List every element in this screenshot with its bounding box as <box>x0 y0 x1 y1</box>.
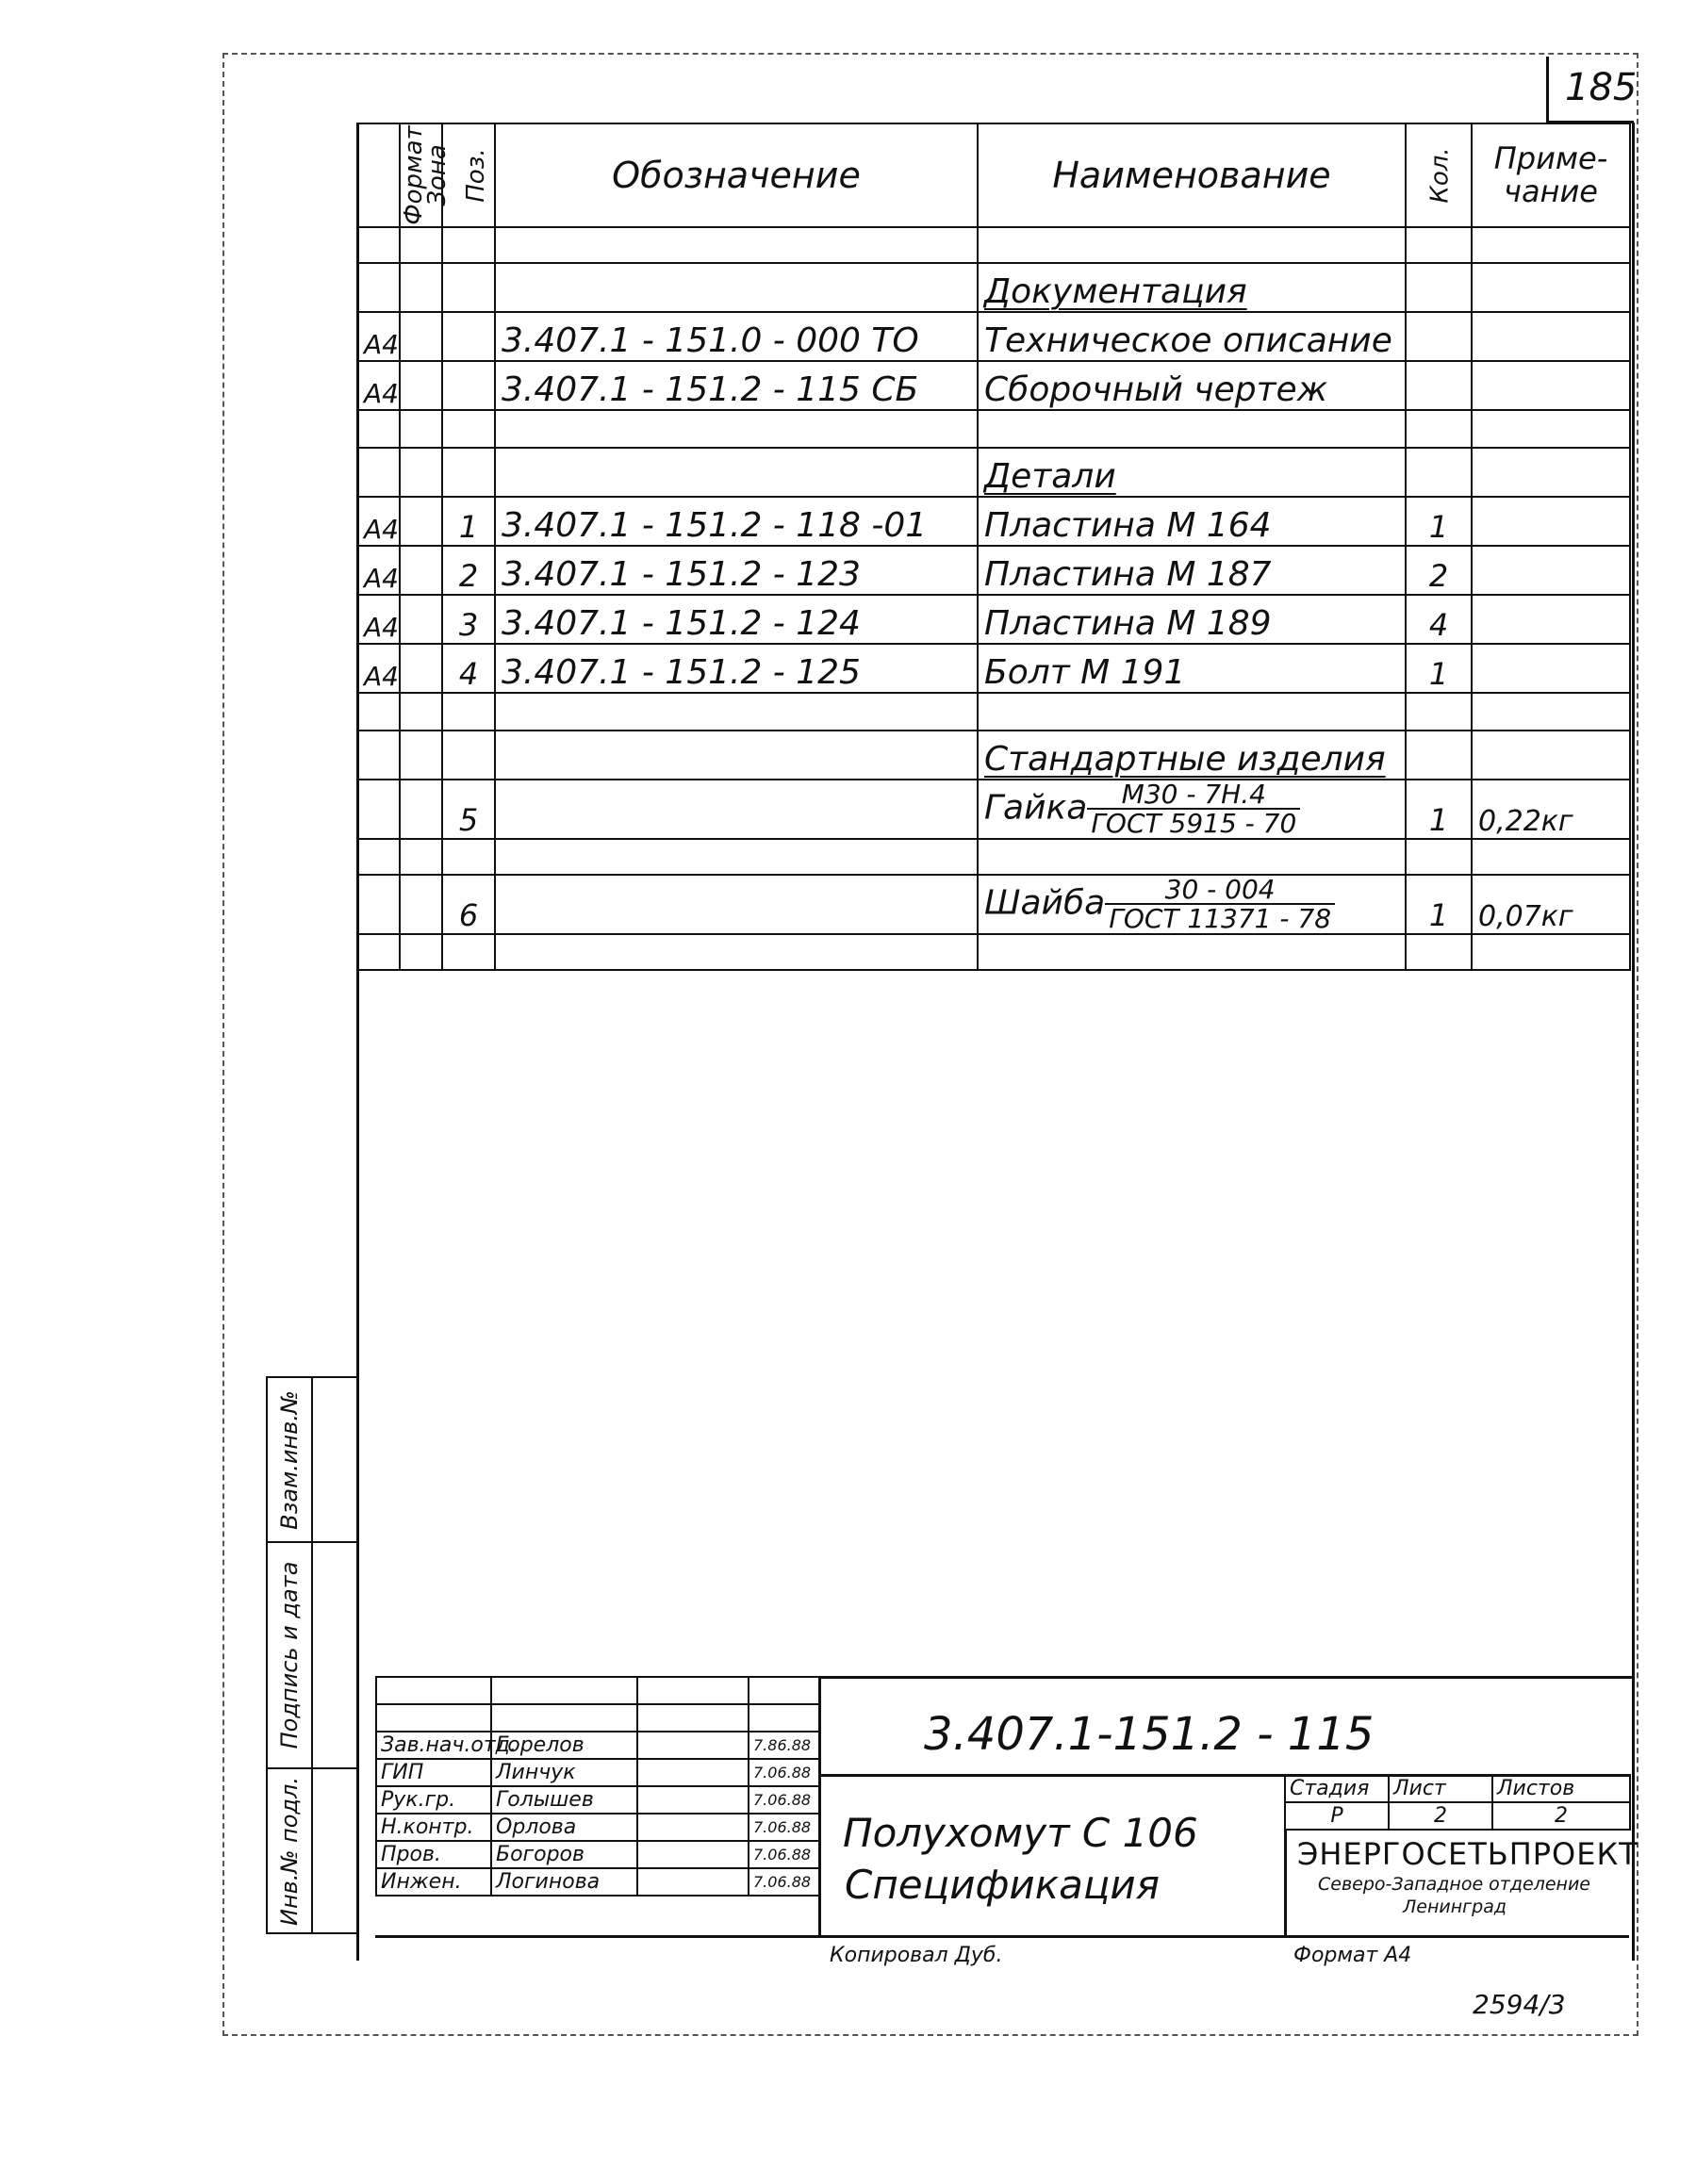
row-format: А4 <box>357 644 400 693</box>
row-name-prefix: Гайка <box>984 788 1088 828</box>
spec-row <box>357 875 1630 934</box>
vzam-inv-value-cell <box>312 1377 357 1542</box>
signer-date: 7.06.88 <box>749 1868 819 1896</box>
org-branch: Северо-Западное отделение <box>1318 1874 1590 1895</box>
row-pos: 5 <box>442 780 495 839</box>
spec-row <box>357 497 1630 546</box>
row-pos <box>442 312 495 361</box>
row-pos <box>442 448 495 497</box>
row-designation: 3.407.1 - 151.0 - 000 ТО <box>495 312 978 361</box>
signer-role: Рук.гр. <box>376 1786 491 1814</box>
row-pos <box>442 410 495 448</box>
row-format: А4 <box>357 595 400 644</box>
spec-row <box>357 312 1630 361</box>
row-designation: 3.407.1 - 151.2 - 125 <box>495 644 978 693</box>
header-format: Формат <box>357 123 400 227</box>
row-format <box>357 263 400 312</box>
row-note <box>1472 497 1630 546</box>
row-name: Пластина М 189 <box>978 595 1406 644</box>
signer-date: 7.06.88 <box>749 1841 819 1868</box>
signer-name: Горелов <box>491 1732 637 1759</box>
row-name: Детали <box>978 448 1406 497</box>
row-qty <box>1406 731 1472 780</box>
signer-date: 7.86.88 <box>749 1732 819 1759</box>
row-zone <box>400 934 442 970</box>
spec-row <box>357 934 1630 970</box>
row-qty <box>1406 448 1472 497</box>
row-designation <box>495 934 978 970</box>
row-name-denominator: ГОСТ 5915 - 70 <box>1091 808 1297 840</box>
vzam-inv-label: Взам.инв.№ <box>276 1389 303 1530</box>
row-pos: 6 <box>442 875 495 934</box>
signers-table <box>375 1676 820 1897</box>
row-zone <box>400 448 442 497</box>
signer-signature <box>637 1759 749 1786</box>
row-note <box>1472 839 1630 875</box>
row-qty: 4 <box>1406 595 1472 644</box>
document-code: 3.407.1-151.2 - 115 <box>924 1708 1375 1761</box>
row-designation <box>495 780 978 839</box>
podpis-data-value-cell <box>312 1542 357 1768</box>
spec-row <box>357 546 1630 595</box>
format-label: Формат А4 <box>1293 1944 1412 1967</box>
row-name <box>978 227 1406 263</box>
spec-row <box>357 263 1630 312</box>
inv-podl-label: Инв.№ подл. <box>276 1776 303 1926</box>
row-designation: 3.407.1 - 151.2 - 123 <box>495 546 978 595</box>
row-zone <box>400 595 442 644</box>
signer-role: Инжен. <box>376 1868 491 1896</box>
spec-row <box>357 780 1630 839</box>
row-note <box>1472 731 1630 780</box>
inv-podl-label-cell <box>267 1768 312 1933</box>
signer-name: Орлова <box>491 1814 637 1841</box>
row-qty <box>1406 934 1472 970</box>
signer-name: Богоров <box>491 1841 637 1868</box>
org-name: ЭНЕРГОСЕТЬПРОЕКТ <box>1297 1836 1638 1872</box>
row-zone <box>400 546 442 595</box>
header-qty: Кол. <box>1406 123 1472 227</box>
sheets-value: 2 <box>1492 1802 1630 1830</box>
signer-row <box>376 1732 819 1759</box>
row-pos <box>442 934 495 970</box>
row-name <box>978 839 1406 875</box>
row-qty: 1 <box>1406 780 1472 839</box>
spec-row <box>357 595 1630 644</box>
row-format <box>357 875 400 934</box>
sheet-value: 2 <box>1389 1802 1492 1830</box>
row-name-denominator: ГОСТ 11371 - 78 <box>1109 903 1332 935</box>
row-name-fraction <box>1087 780 1300 838</box>
header-row <box>357 123 1630 227</box>
signer-row <box>376 1759 819 1786</box>
spec-row <box>357 361 1630 410</box>
document-subtitle: Спецификация <box>845 1862 1160 1908</box>
row-format <box>357 448 400 497</box>
row-pos <box>442 731 495 780</box>
row-designation: 3.407.1 - 151.2 - 118 -01 <box>495 497 978 546</box>
signer-role: Зав.нач.отд. <box>376 1732 491 1759</box>
row-zone <box>400 497 442 546</box>
org-city: Ленинград <box>1403 1897 1507 1917</box>
signer-name: Голышев <box>491 1786 637 1814</box>
spec-row <box>357 644 1630 693</box>
row-note <box>1472 361 1630 410</box>
row-format <box>357 839 400 875</box>
signer-name: Линчук <box>491 1759 637 1786</box>
specification-table <box>356 123 1631 971</box>
row-zone <box>400 875 442 934</box>
signer-row <box>376 1841 819 1868</box>
row-format <box>357 934 400 970</box>
row-zone <box>400 693 442 731</box>
copied-by: Копировал Дуб. <box>830 1944 1003 1967</box>
row-zone <box>400 780 442 839</box>
row-format: А4 <box>357 497 400 546</box>
row-zone <box>400 227 442 263</box>
inv-podl-value-cell <box>312 1768 357 1933</box>
row-qty <box>1406 227 1472 263</box>
header-name: Наименование <box>978 123 1406 227</box>
row-qty <box>1406 410 1472 448</box>
row-pos <box>442 263 495 312</box>
row-name: Сборочный чертеж <box>978 361 1406 410</box>
row-qty: 1 <box>1406 644 1472 693</box>
signer-date: 7.06.88 <box>749 1814 819 1841</box>
signer-role: Н.контр. <box>376 1814 491 1841</box>
spec-row <box>357 227 1630 263</box>
stage-value: Р <box>1285 1802 1389 1830</box>
signer-date: 7.06.88 <box>749 1786 819 1814</box>
row-name <box>978 780 1406 839</box>
row-designation <box>495 731 978 780</box>
row-zone <box>400 644 442 693</box>
row-note <box>1472 546 1630 595</box>
document-title: Полухомут С 106 <box>843 1810 1198 1856</box>
signer-role: Пров. <box>376 1841 491 1868</box>
row-note <box>1472 312 1630 361</box>
row-designation <box>495 410 978 448</box>
row-format <box>357 227 400 263</box>
sheets-label: Листов <box>1492 1775 1630 1802</box>
signer-role: ГИП <box>376 1759 491 1786</box>
row-qty <box>1406 361 1472 410</box>
sheet-label: Лист <box>1389 1775 1492 1802</box>
row-qty <box>1406 839 1472 875</box>
signer-signature <box>637 1814 749 1841</box>
row-format <box>357 731 400 780</box>
spec-row <box>357 693 1630 731</box>
signer-signature <box>637 1786 749 1814</box>
row-format <box>357 780 400 839</box>
spec-row <box>357 839 1630 875</box>
row-designation <box>495 875 978 934</box>
row-qty <box>1406 693 1472 731</box>
header-zone: Зона <box>400 123 442 227</box>
row-format: А4 <box>357 361 400 410</box>
row-note <box>1472 595 1630 644</box>
row-note <box>1472 263 1630 312</box>
row-note <box>1472 227 1630 263</box>
row-zone <box>400 839 442 875</box>
signer-row <box>376 1868 819 1896</box>
row-pos: 1 <box>442 497 495 546</box>
row-designation <box>495 448 978 497</box>
vzam-inv-label-cell <box>267 1377 312 1542</box>
row-qty: 1 <box>1406 497 1472 546</box>
row-note <box>1472 693 1630 731</box>
row-qty: 1 <box>1406 875 1472 934</box>
row-qty <box>1406 263 1472 312</box>
row-format: А4 <box>357 312 400 361</box>
signer-row <box>376 1786 819 1814</box>
spec-row <box>357 410 1630 448</box>
row-zone <box>400 410 442 448</box>
bottom-line <box>375 1935 1629 1938</box>
row-format <box>357 693 400 731</box>
row-name-prefix: Шайба <box>984 883 1106 923</box>
row-note: 0,07кг <box>1472 875 1630 934</box>
row-note <box>1472 644 1630 693</box>
row-zone <box>400 263 442 312</box>
row-name-numerator: 30 - 004 <box>1105 876 1335 905</box>
row-format: А4 <box>357 546 400 595</box>
side-stamp <box>266 1376 358 1934</box>
row-designation <box>495 227 978 263</box>
archive-number: 2594/3 <box>1473 1989 1566 2020</box>
row-pos: 4 <box>442 644 495 693</box>
row-note <box>1472 410 1630 448</box>
row-designation: 3.407.1 - 151.2 - 115 СБ <box>495 361 978 410</box>
row-pos <box>442 361 495 410</box>
header-pos: Поз. <box>442 123 495 227</box>
row-designation <box>495 263 978 312</box>
row-pos: 3 <box>442 595 495 644</box>
row-name: Техническое описание <box>978 312 1406 361</box>
signer-row <box>376 1814 819 1841</box>
row-name-fraction <box>1105 873 1335 935</box>
row-designation <box>495 839 978 875</box>
row-name <box>978 934 1406 970</box>
row-name-numerator: М30 - 7Н.4 <box>1087 780 1300 810</box>
row-designation <box>495 693 978 731</box>
row-pos <box>442 227 495 263</box>
spec-row <box>357 731 1630 780</box>
row-name <box>978 693 1406 731</box>
signer-signature <box>637 1868 749 1896</box>
row-zone <box>400 361 442 410</box>
signer-signature <box>637 1732 749 1759</box>
row-format <box>357 410 400 448</box>
podpis-data-label-cell <box>267 1542 312 1768</box>
signer-date: 7.06.88 <box>749 1759 819 1786</box>
spec-row <box>357 448 1630 497</box>
row-pos: 2 <box>442 546 495 595</box>
row-qty <box>1406 312 1472 361</box>
row-designation: 3.407.1 - 151.2 - 124 <box>495 595 978 644</box>
row-name: Документация <box>978 263 1406 312</box>
podpis-data-label: Подпись и дата <box>276 1561 303 1749</box>
signer-signature <box>637 1841 749 1868</box>
signer-name: Логинова <box>491 1868 637 1896</box>
corner-sheet-number: 185 <box>1565 66 1638 109</box>
row-pos <box>442 839 495 875</box>
row-zone <box>400 731 442 780</box>
header-note: Приме- чание <box>1472 123 1630 227</box>
row-name: Болт М 191 <box>978 644 1406 693</box>
row-name: Стандартные изделия <box>978 731 1406 780</box>
row-pos <box>442 693 495 731</box>
header-designation: Обозначение <box>495 123 978 227</box>
row-name <box>978 875 1406 934</box>
row-note: 0,22кг <box>1472 780 1630 839</box>
row-qty: 2 <box>1406 546 1472 595</box>
row-note <box>1472 934 1630 970</box>
row-name <box>978 410 1406 448</box>
row-name: Пластина М 164 <box>978 497 1406 546</box>
stage-label: Стадия <box>1285 1775 1389 1802</box>
row-zone <box>400 312 442 361</box>
row-name: Пластина М 187 <box>978 546 1406 595</box>
stage-table <box>1284 1774 1631 1831</box>
row-note <box>1472 448 1630 497</box>
